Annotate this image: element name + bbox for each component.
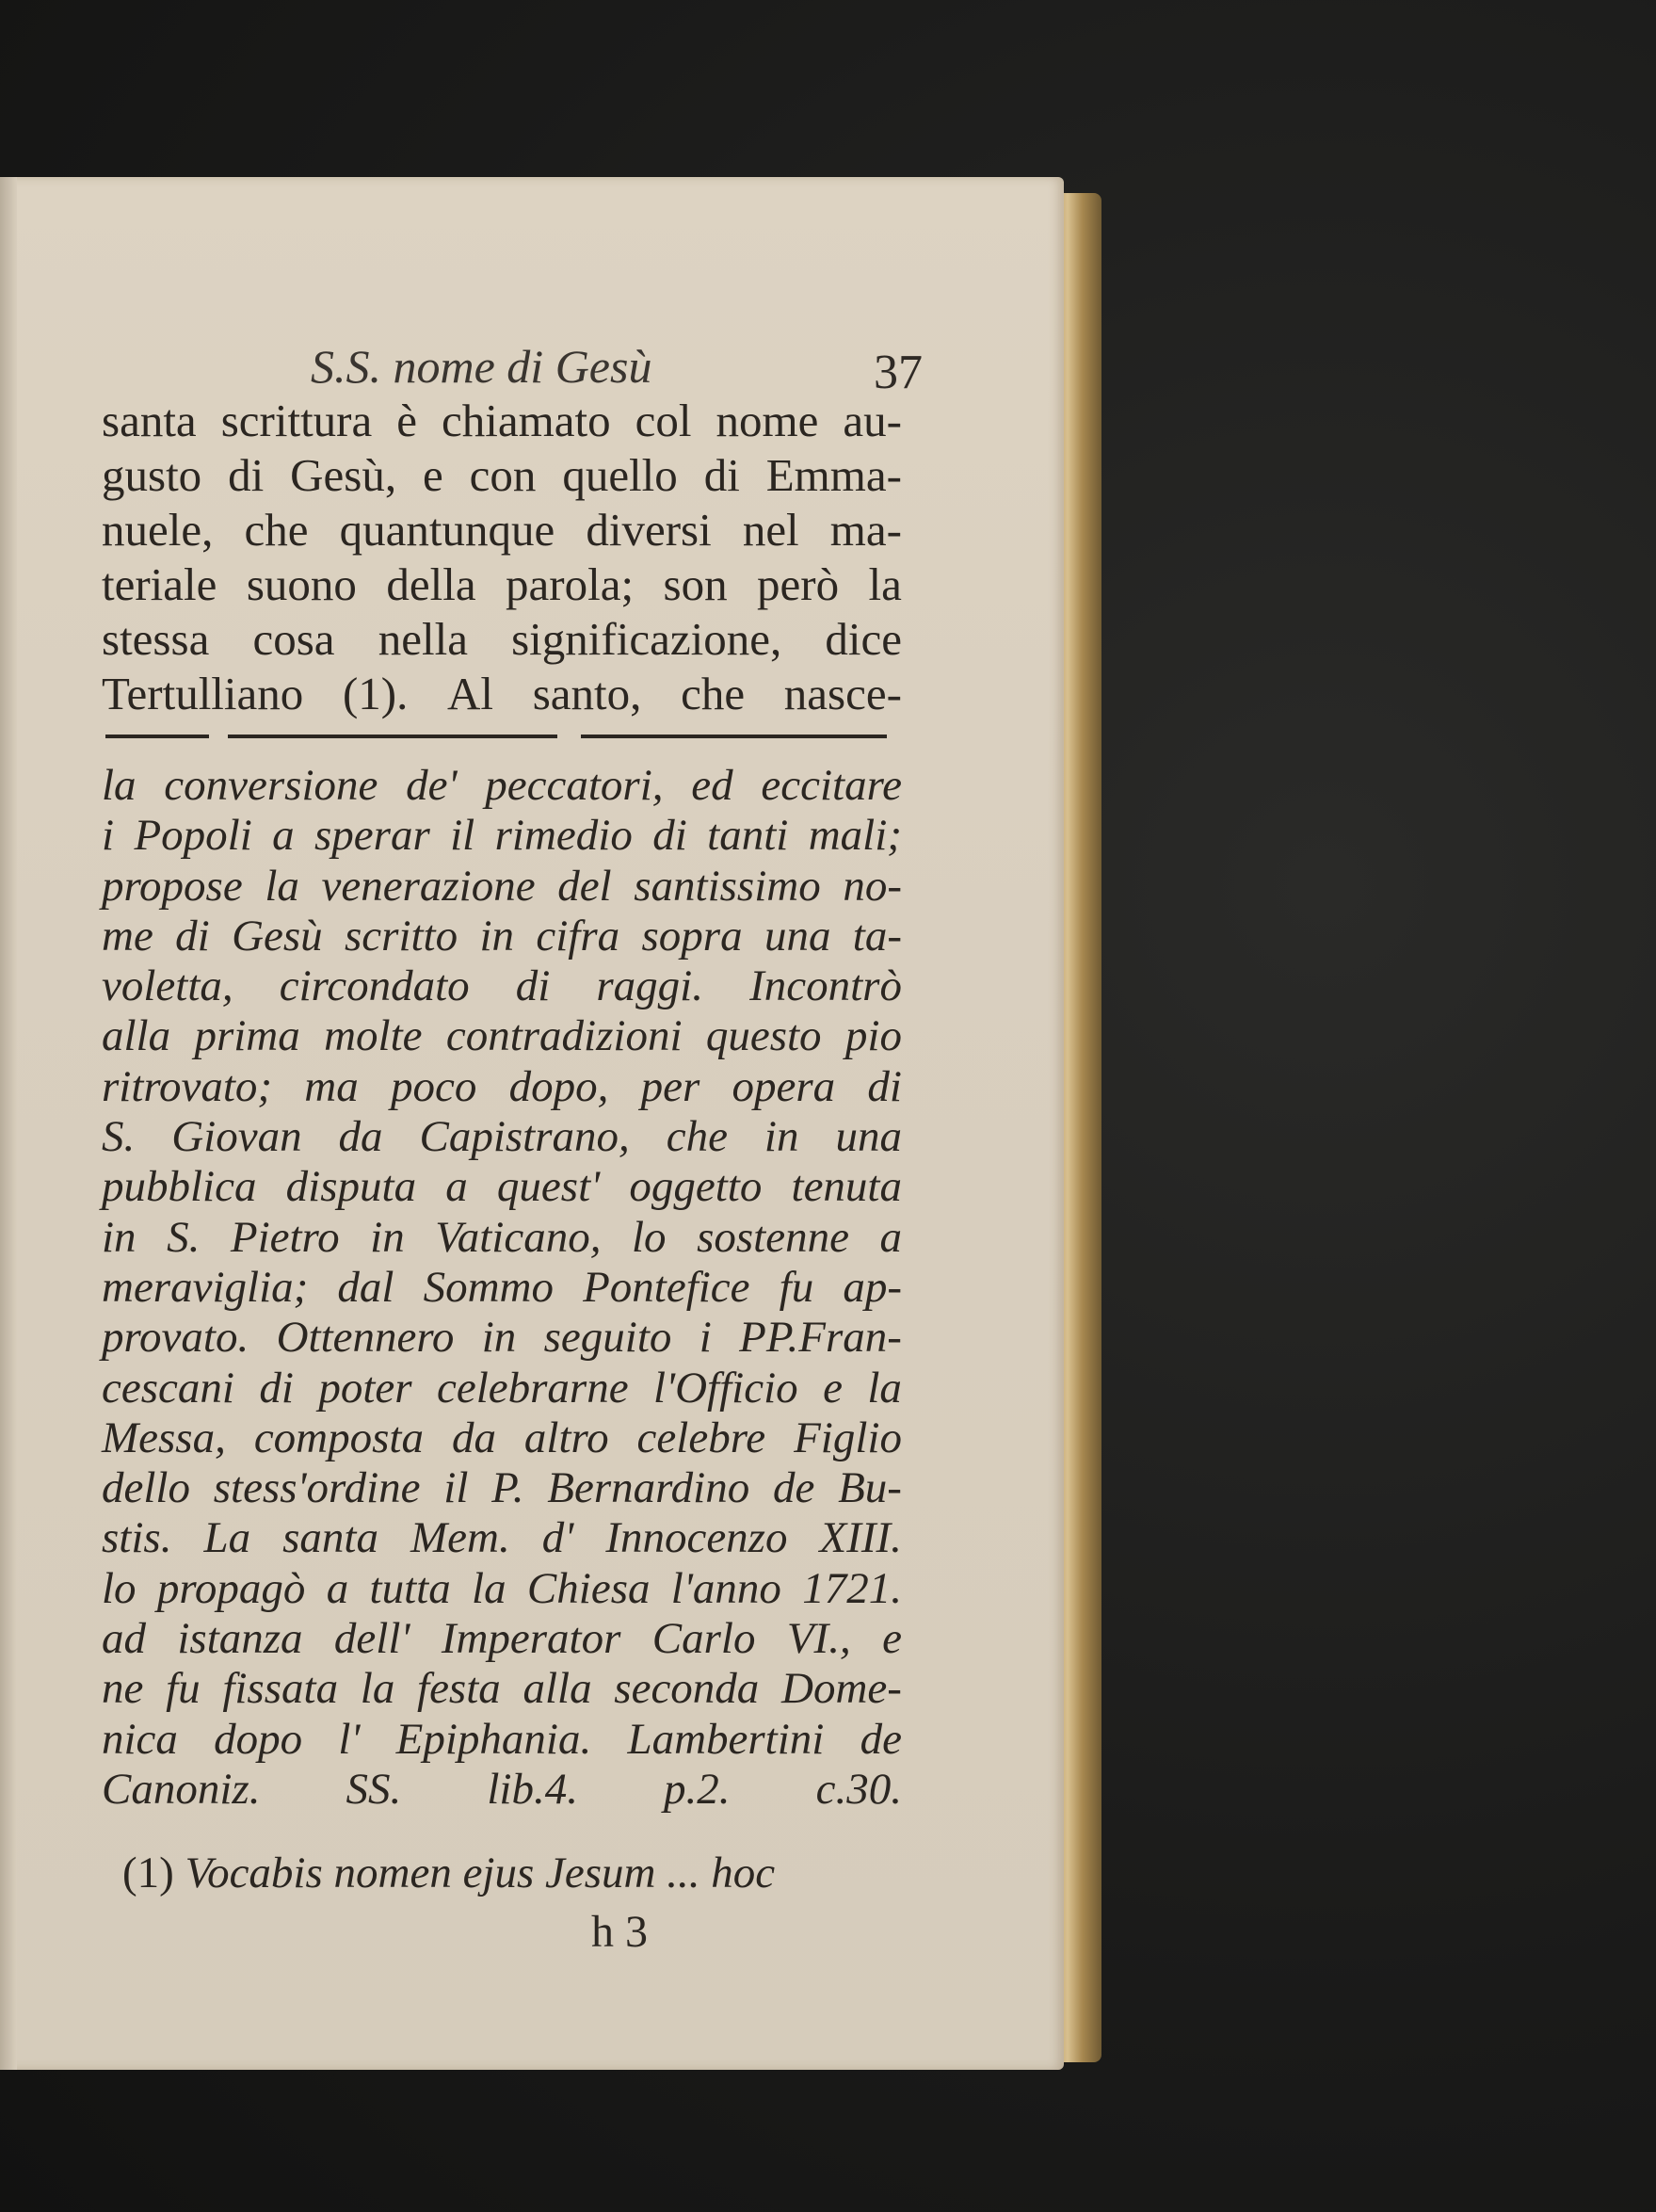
note-text-line: ad istanza dell' Imperator Carlo VI., e [102,1614,902,1664]
note-text-line: provato. Ottennero in seguito i PP.Fran- [102,1313,902,1363]
main-text-line: Tertulliano (1). Al santo, che nasce- [102,668,902,719]
note-text-line: cescani di poter celebrarne l'Officio e la [102,1363,902,1413]
note-text-line: alla prima molte contradizioni questo pio [102,1011,902,1061]
footnote [122,1848,876,1898]
separator-rule [105,735,887,738]
note-text-line: meraviglia; dal Sommo Pontefice fu ap- [102,1262,902,1312]
note-text-line: S. Giovan da Capistrano, che in una [102,1112,902,1162]
main-text-line: gusto di Gesù, e con quello di Emma- [102,449,902,501]
note-text-line: me di Gesù scritto in cifra sopra una ta- [102,911,902,961]
page-gutter [0,177,17,2070]
note-text-line: lo propagò a tutta la Chiesa l'anno 1721. [102,1563,902,1613]
note-text-line: Canoniz. SS. lib.4. p.2. c.30. [102,1764,902,1814]
note-text-line: propose la venerazione del santissimo no- [102,861,902,911]
main-text-line: teriale suono della parola; son però la [102,558,902,610]
footnote-text: Vocabis nomen ejus Jesum ... hoc [185,1849,776,1897]
note-text-line: nica dopo l' Epiphania. Lambertini de [102,1714,902,1764]
note-text-line: ritrovato; ma poco dopo, per opera di [102,1061,902,1111]
main-text-block [102,394,902,721]
footnote-marker: (1) [122,1849,174,1897]
main-text-line: nuele, che quantunque diversi nel ma- [102,504,902,556]
main-text-line: stessa cosa nella significazione, dice [102,613,902,665]
note-text-line: Messa, composta da altro celebre Figlio [102,1413,902,1462]
signature-mark: h 3 [591,1907,648,1957]
note-text-line: dello stess'ordine il P. Bernardino de Bu- [102,1463,902,1513]
page-number: 37 [874,346,923,399]
note-text-line: ne fu fissata la festa alla seconda Dome- [102,1664,902,1714]
note-text-line: in S. Pietro in Vaticano, lo sostenne a [102,1212,902,1262]
running-title: S.S. nome di Gesù [311,340,652,393]
note-text-line: voletta, circondato di raggi. Incontrò [102,961,902,1011]
note-text-line: la conversione de' peccatori, ed eccitare [102,761,902,810]
main-text-line: santa scrittura è chiamato col nome au- [102,395,902,446]
note-text-line: i Popoli a sperar il rimedio di tanti mali; [102,811,902,861]
note-text-line: pubblica disputa a quest' oggetto tenuta [102,1162,902,1212]
note-text-line: stis. La santa Mem. d' Innocenzo XIII. [102,1513,902,1563]
note-text-block [102,761,902,1815]
